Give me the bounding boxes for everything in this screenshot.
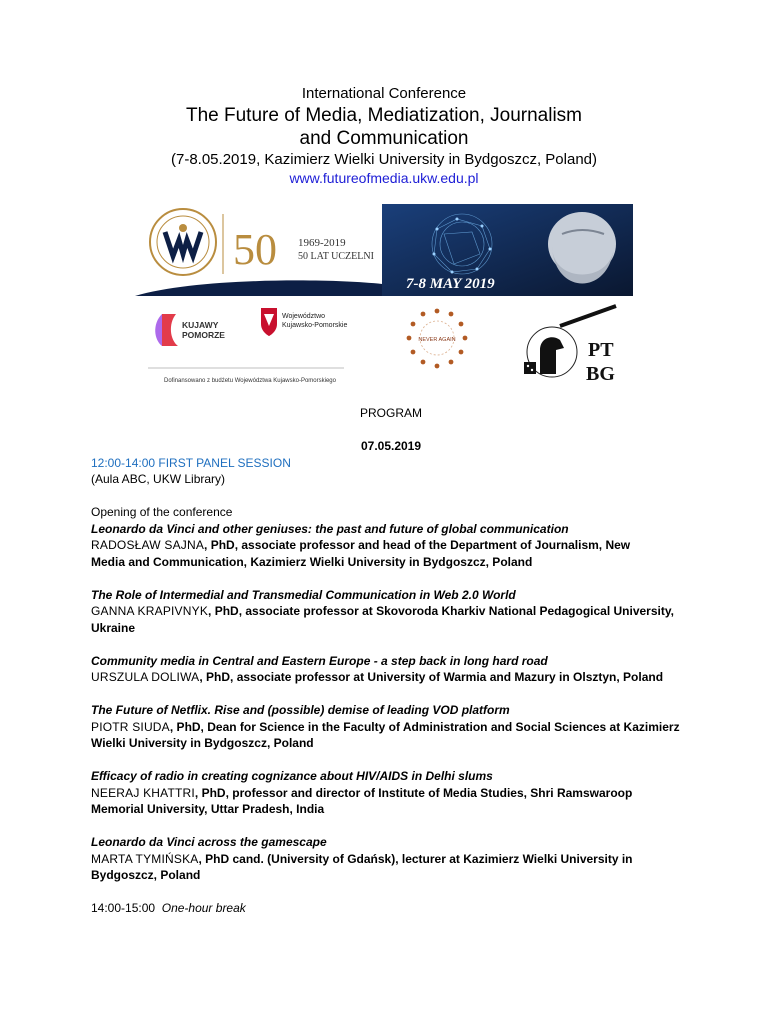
never-again-text: NEVER AGAIN xyxy=(418,337,456,343)
anniversary-years: 1969-2019 xyxy=(298,237,346,249)
leonardo-event-panel xyxy=(382,204,633,296)
speaker-affiliation-cont: Memorial University, Uttar Pradesh, India xyxy=(91,802,325,816)
talk-item xyxy=(91,587,691,637)
kujawy-pomorze-logo xyxy=(155,314,225,346)
talk-title: Leonardo da Vinci and other geniuses: the past and future of global communication xyxy=(91,521,569,536)
speaker-name: URSZULA DOLIWA xyxy=(91,670,200,684)
talk-item xyxy=(91,834,691,884)
speaker-name: GANNA KRAPIVNYK xyxy=(91,604,209,618)
talk-speaker-line xyxy=(91,785,691,802)
anniversary-years-caption: 50 LAT UCZELNI xyxy=(298,251,374,262)
program-document xyxy=(91,405,691,917)
speaker-affiliation: , PhD, associate professor at University of Warmia and Mazury in Olsztyn, Poland xyxy=(199,670,664,684)
talk-title: The Role of Intermedial and Transmedial Communication in Web 2.0 World xyxy=(91,587,516,602)
talk-speaker-line xyxy=(91,603,691,620)
anniversary-banner xyxy=(135,204,633,296)
sponsor-logos xyxy=(140,300,635,395)
speaker-affiliation-cont: Ukraine xyxy=(91,620,136,635)
speaker-affiliation: , PhD, Dean for Science in the Faculty of Administration and Social Sciences at Kazimierz xyxy=(169,719,680,734)
speaker-name: PIOTR SIUDA xyxy=(91,719,170,734)
break-line xyxy=(91,900,691,917)
wojewodztwo-line1: Województwo xyxy=(282,313,326,320)
talk-speaker-line xyxy=(91,851,691,868)
talk-item xyxy=(91,702,691,752)
speaker-name: RADOSŁAW SAJNA xyxy=(91,538,205,552)
conference-dates: (7-8.05.2019, Kazimierz Wielki University in Bydgoszcz, Poland) xyxy=(171,151,597,168)
session-venue: (Aula ABC, UKW Library) xyxy=(91,472,226,486)
event-dates-text: 7-8 MAY 2019 xyxy=(406,276,495,292)
kujawy-line1: KUJAWY xyxy=(182,320,219,330)
opening-label: Opening of the conference xyxy=(91,505,233,519)
speaker-name: MARTA TYMIŃSKA xyxy=(91,851,199,866)
talk-title: Leonardo da Vinci across the gamescape xyxy=(91,835,327,849)
wojewodztwo-line2: Kujawsko-Pomorskie xyxy=(282,322,348,329)
session-title: 12:00-14:00 FIRST PANEL SESSION xyxy=(91,455,291,470)
ptbg-line1: PT xyxy=(588,339,614,361)
university-anniversary-panel xyxy=(135,204,382,296)
kujawy-line2: POMORZE xyxy=(182,330,225,340)
anniversary-number: 50 xyxy=(233,225,277,274)
conference-title-line2: and Communication xyxy=(299,128,469,149)
university-seal-logo xyxy=(135,204,382,296)
speaker-affiliation: , PhD cand. (University of Gdańsk), lecturer at Kazimierz Wielki University in xyxy=(198,851,633,866)
ptbg-line2: BG xyxy=(586,363,615,385)
conference-kicker: International Conference xyxy=(301,85,467,102)
talk-speaker-line xyxy=(91,719,691,736)
ptbg-logo xyxy=(524,306,616,385)
talk-item xyxy=(91,653,691,686)
wojewodztwo-coat-of-arms xyxy=(261,308,347,336)
speaker-name: NEERAJ KHATTRI xyxy=(91,785,195,800)
conference-title-line1: The Future of Media, Mediatization, Journalism xyxy=(185,105,582,126)
conference-header xyxy=(0,84,768,188)
break-label: One-hour break xyxy=(161,901,246,915)
talk-item xyxy=(91,768,691,818)
program-heading: PROGRAM xyxy=(359,406,422,420)
talk-speaker-line xyxy=(91,537,691,554)
funded-note: Dofinansowano z budżetu Województwa Kujawsko-Pomorskiego xyxy=(164,378,336,384)
leonardo-illustration xyxy=(382,204,633,296)
conference-url-link[interactable]: www.futureofmedia.ukw.edu.pl xyxy=(289,170,479,186)
talk-title: Community media in Central and Eastern Europe - a step back in long hard road xyxy=(91,653,548,668)
speaker-affiliation: , PhD, associate professor at Skovoroda Kharkiv National Pedagogical University, xyxy=(208,604,674,618)
break-time: 14:00-15:00 xyxy=(91,901,156,915)
speaker-affiliation-cont: Wielki University in Bydgoszcz, Poland xyxy=(91,736,314,750)
never-again-logo xyxy=(407,309,468,369)
talk-title: The Future of Netflix. Rise and (possible) demise of leading VOD platform xyxy=(91,703,510,717)
speaker-affiliation: , PhD, professor and director of Institute of Media Studies, Shri Ramswaroop xyxy=(194,785,633,800)
speaker-affiliation-cont: Bydgoszcz, Poland xyxy=(91,868,201,882)
talk-list xyxy=(91,521,691,901)
talk-speaker-line xyxy=(91,669,691,686)
sponsors-strip xyxy=(140,300,635,395)
speaker-affiliation-cont: Media and Communication, Kazimierz Wielki University in Bydgoszcz, Poland xyxy=(91,554,533,569)
speaker-affiliation: , PhD, associate professor and head of the Department of Journalism, New xyxy=(204,538,631,552)
talk-title: Efficacy of radio in creating cognizance about HIV/AIDS in Delhi slums xyxy=(91,769,493,783)
program-date: 07.05.2019 xyxy=(360,439,422,453)
talk-item xyxy=(91,521,691,571)
